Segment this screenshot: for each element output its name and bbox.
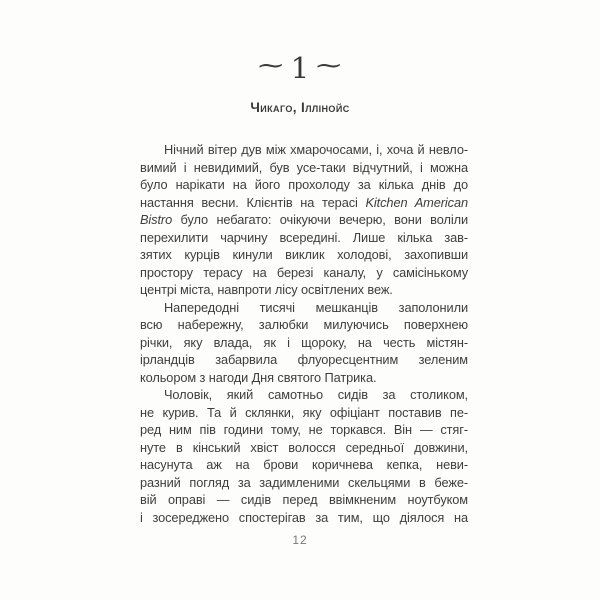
text-line: річки, яку влада, як і щороку, на честь містян- [140,334,468,350]
chapter-ornament-right: ~ [313,52,344,79]
chapter-location: Чикаго, Іллінойс [250,100,350,115]
text-line: перехилити чарчину всередині. Лише кілька зав- [140,229,468,245]
chapter-number: 1 [290,50,310,85]
text-line: настання весни. Клієнтів на терасі Kitchen American [140,194,468,210]
page-number: 12 [292,533,308,547]
text-line: простору терасу на березі каналу, у самісінькому [140,264,468,280]
text-line: всю набережну, залюбки милуючись поверхнею [140,317,468,332]
text-line: вій оправі — сидів перед ввімкненим ноутбуком [140,492,468,507]
text-line: Bistro було небагато: очікуючи вечерю, вони воліли [140,212,468,227]
text-line: разний погляд за задимленими скельцями в беже- [140,474,468,490]
text-line: центрі міста, навпроти лісу освітлених веж. [140,282,393,297]
chapter-ornament-left: ~ [256,52,287,79]
paragraph [140,386,468,526]
text-line: Напередодні тисячі мешканців заполонили [164,299,468,315]
text-line: нуте в кінський хвіст волосся середньої довжини, [140,439,468,455]
text-line: і зосереджено спостерігав за тим, що діялося на [140,509,468,525]
body-text [140,141,468,526]
text-line: ірландців забарвила флуоресцентним зеленим [140,352,468,367]
text-line: Чоловік, який самотньо сидів за столиком, [164,387,468,402]
chapter-heading [0,50,600,86]
paragraph [140,299,468,387]
text-line: зятих курців кинули виклик холодові, захопивши [140,247,468,262]
text-line: насунута аж на брови коричнева кепка, неви- [140,457,468,472]
text-line: Нічний вітер дув між хмарочосами, і, хоча й невло- [164,142,468,157]
text-line: вимий і невидимий, був усе-таки відчутний, і можна [140,159,468,175]
text-line: не курив. Та й склянки, яку офіціант поставив пе- [140,404,468,420]
text-line: було нарікати на його прохолоду за кілька днів до [140,177,468,192]
text-line: кольором з нагоди Дня святого Патрика. [140,369,377,385]
text-line: ред ним пів години тому, не торкався. Він — стяг- [140,422,468,437]
paragraph [140,141,468,299]
